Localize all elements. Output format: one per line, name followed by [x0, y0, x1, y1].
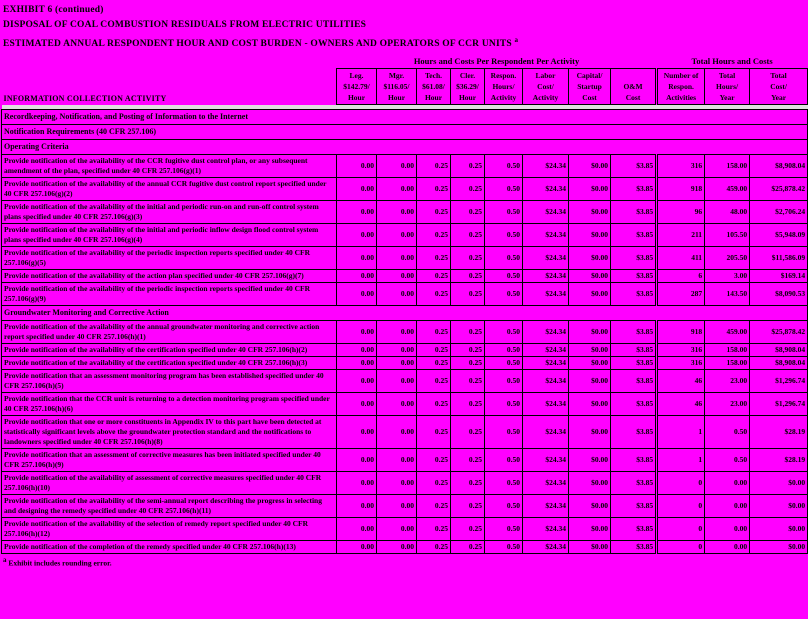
value-cell: $24.34	[523, 224, 569, 247]
value-cell: $24.34	[523, 495, 569, 518]
activity-description-cell: Provide notification of the availability of the initial and periodic run-on and run-off control system plans specified under 40 CFR 257.106(g)(3)	[2, 201, 337, 224]
activity-description-cell: Provide notification of the completion of the remedy specified under 40 CFR 257.106(h)(13)	[2, 541, 337, 554]
value-cell: 105.50	[705, 224, 750, 247]
value-cell: 0.25	[451, 270, 485, 283]
value-cell: 0.00	[337, 155, 377, 178]
value-cell: 316	[657, 155, 705, 178]
value-cell: 0.50	[485, 247, 523, 270]
value-cell: $3.85	[611, 357, 657, 370]
value-cell: 0.00	[377, 518, 417, 541]
activity-description-cell: Provide notification of the availability of the certification specified under 40 CFR 257.106(h)(2)	[2, 344, 337, 357]
value-cell: 0.25	[417, 344, 451, 357]
value-cell: $3.85	[611, 393, 657, 416]
value-cell: $0.00	[569, 449, 611, 472]
section-row-label: Notification Requirements (40 CFR 257.106)	[2, 125, 808, 140]
info-collection-activity-header	[2, 55, 337, 105]
value-cell: 0.00	[377, 270, 417, 283]
value-cell: $1,296.74	[750, 393, 808, 416]
value-cell: 0.00	[377, 495, 417, 518]
table-row	[2, 270, 808, 283]
activity-description-cell: Provide notification that the CCR unit is returning to a detection monitoring program specified under 40 CFR 257.106(h)(6)	[2, 393, 337, 416]
value-cell: 0.00	[377, 321, 417, 344]
value-cell: 0.00	[337, 449, 377, 472]
value-cell: 0.00	[705, 518, 750, 541]
activity-description-cell: Provide notification of the availability of the annual CCR fugitive dust control report specified under 40 CFR 257.106(g)(2)	[2, 178, 337, 201]
value-cell: 0.00	[377, 393, 417, 416]
value-cell: 0.00	[337, 201, 377, 224]
value-cell: $24.34	[523, 247, 569, 270]
activity-description-cell: Provide notification of the availability of the annual groundwater monitoring and corrective action report specified under 40 CFR 257.106(h)(1)	[2, 321, 337, 344]
value-cell: $24.34	[523, 416, 569, 449]
value-cell: $24.34	[523, 541, 569, 554]
value-cell: $24.34	[523, 321, 569, 344]
activity-description-cell: Provide notification of the availability of the action plan specified under 40 CFR 257.106(g)(7)	[2, 270, 337, 283]
value-cell: 0.25	[451, 321, 485, 344]
value-cell: $0.00	[569, 270, 611, 283]
activity-description-cell: Provide notification of the availability of the semi-annual report describing the progress in selecting and designing the remedy specified under 40 CFR 257.106(h)(11)	[2, 495, 337, 518]
value-cell: $24.34	[523, 178, 569, 201]
value-cell: $3.85	[611, 370, 657, 393]
value-cell: 0.00	[337, 393, 377, 416]
value-cell: 0.00	[377, 178, 417, 201]
group-header-row	[2, 55, 808, 69]
value-cell: 0.00	[377, 541, 417, 554]
value-cell: 0.00	[377, 155, 417, 178]
value-cell: 0.00	[377, 247, 417, 270]
value-cell: 0	[657, 518, 705, 541]
table-row	[2, 393, 808, 416]
value-cell: 0.00	[337, 357, 377, 370]
value-cell: 0.50	[485, 283, 523, 306]
value-cell: 0.25	[417, 495, 451, 518]
value-cell: 0.50	[485, 178, 523, 201]
col-header-respondent-hours: Respon. Hours/ Activity	[485, 69, 523, 105]
value-cell: $3.85	[611, 344, 657, 357]
value-cell: $3.85	[611, 201, 657, 224]
table-row	[2, 125, 808, 140]
table-row	[2, 110, 808, 125]
table-head	[2, 55, 808, 110]
value-cell: 0.25	[417, 416, 451, 449]
value-cell: 0.25	[417, 201, 451, 224]
activity-column-header: INFORMATION COLLECTION ACTIVITY	[3, 93, 167, 103]
value-cell: $24.34	[523, 201, 569, 224]
value-cell: $24.34	[523, 283, 569, 306]
table-row	[2, 140, 808, 155]
value-cell: 0.50	[485, 344, 523, 357]
section-row-label: Operating Criteria	[2, 140, 808, 155]
value-cell: 0.00	[377, 283, 417, 306]
footnote-marker-ref: a	[514, 36, 519, 44]
value-cell: 0.25	[451, 370, 485, 393]
value-cell: $3.85	[611, 495, 657, 518]
value-cell: 0.50	[485, 416, 523, 449]
value-cell: 0.00	[377, 224, 417, 247]
value-cell: 1	[657, 416, 705, 449]
value-cell: 918	[657, 178, 705, 201]
value-cell: $0.00	[569, 416, 611, 449]
col-header-number-of-activities: Number of Respon. Activities	[657, 69, 705, 105]
activity-description-cell: Provide notification of the availability of the initial and periodic inflow design flood control system plans specified under 40 CFR 257.106(g)(4)	[2, 224, 337, 247]
value-cell: 0.25	[451, 247, 485, 270]
value-cell: $0.00	[750, 472, 808, 495]
value-cell: 46	[657, 370, 705, 393]
table-row	[2, 370, 808, 393]
value-cell: 0.25	[451, 178, 485, 201]
value-cell: 0.00	[377, 416, 417, 449]
value-cell: $24.34	[523, 393, 569, 416]
value-cell: 0.25	[451, 416, 485, 449]
value-cell: 48.00	[705, 201, 750, 224]
table-row	[2, 541, 808, 554]
table-row	[2, 321, 808, 344]
value-cell: 0.25	[451, 495, 485, 518]
value-cell: 158.00	[705, 357, 750, 370]
value-cell: $3.85	[611, 321, 657, 344]
value-cell: 0.25	[451, 541, 485, 554]
value-cell: $0.00	[569, 495, 611, 518]
activity-description-cell: Provide notification that one or more constituents in Appendix IV to this part have been detected at statistically significant levels above the groundwater protection standard and the notifications to landowners specified under 40 CFR 257.106(h)(8)	[2, 416, 337, 449]
value-cell: $24.34	[523, 344, 569, 357]
value-cell: $24.34	[523, 155, 569, 178]
value-cell: 0.00	[337, 541, 377, 554]
activity-description-cell: Provide notification that an assessment of corrective measures has been initiated specified under 40 CFR 257.106(h)(9)	[2, 449, 337, 472]
exhibit-title: EXHIBIT 6 (continued)	[3, 5, 104, 15]
value-cell: $24.34	[523, 449, 569, 472]
table-row	[2, 247, 808, 270]
value-cell: 0.00	[337, 472, 377, 495]
value-cell: 0.00	[337, 344, 377, 357]
value-cell: 0.00	[377, 344, 417, 357]
value-cell: 459.00	[705, 178, 750, 201]
value-cell: $3.85	[611, 283, 657, 306]
value-cell: 0.25	[451, 357, 485, 370]
col-header-technical: Tech. $61.08/ Hour	[417, 69, 451, 105]
value-cell: 0.00	[377, 449, 417, 472]
col-header-om-cost: O&M Cost	[611, 69, 657, 105]
table-row	[2, 344, 808, 357]
value-cell: 0.25	[451, 201, 485, 224]
table-row	[2, 472, 808, 495]
footnote	[0, 554, 808, 568]
value-cell: $8,908.04	[750, 344, 808, 357]
table-row	[2, 518, 808, 541]
value-cell: $25,878.42	[750, 321, 808, 344]
value-cell: $8,090.53	[750, 283, 808, 306]
value-cell: 0.25	[451, 518, 485, 541]
value-cell: 0.50	[705, 416, 750, 449]
value-cell: 0.00	[337, 270, 377, 283]
col-header-capital-startup-cost: Capital/ Startup Cost	[569, 69, 611, 105]
activity-description-cell: Provide notification of the availability of the certification specified under 40 CFR 257.106(h)(3)	[2, 357, 337, 370]
table-row	[2, 495, 808, 518]
value-cell: $3.85	[611, 270, 657, 283]
value-cell: 158.00	[705, 155, 750, 178]
value-cell: $24.34	[523, 370, 569, 393]
value-cell: 0.50	[705, 449, 750, 472]
table-caption: ESTIMATED ANNUAL RESPONDENT HOUR AND COST BURDEN - OWNERS AND OPERATORS OF CCR UNITS $^a$	[3, 36, 519, 50]
value-cell: $3.85	[611, 518, 657, 541]
value-cell: 0.25	[417, 541, 451, 554]
value-cell: 0.25	[451, 393, 485, 416]
value-cell: 0.25	[451, 283, 485, 306]
table-row	[2, 224, 808, 247]
value-cell: 0.00	[337, 495, 377, 518]
value-cell: $3.85	[611, 247, 657, 270]
value-cell: 0.25	[417, 393, 451, 416]
value-cell: 0.50	[485, 393, 523, 416]
table-body	[2, 110, 808, 554]
value-cell: 0.25	[417, 283, 451, 306]
value-cell: 0.25	[417, 518, 451, 541]
value-cell: $3.85	[611, 541, 657, 554]
value-cell: 0.25	[451, 224, 485, 247]
value-cell: 0.00	[337, 370, 377, 393]
value-cell: 1	[657, 449, 705, 472]
document-subtitle: DISPOSAL OF COAL COMBUSTION RESIDUALS FROM ELECTRIC UTILITIES	[3, 20, 367, 30]
value-cell: 0.50	[485, 321, 523, 344]
value-cell: 918	[657, 321, 705, 344]
value-cell: $0.00	[569, 541, 611, 554]
value-cell: 0.25	[417, 224, 451, 247]
value-cell: $8,908.04	[750, 357, 808, 370]
value-cell: 0.00	[337, 416, 377, 449]
value-cell: 0.00	[337, 518, 377, 541]
value-cell: 0.25	[417, 449, 451, 472]
value-cell: 6	[657, 270, 705, 283]
value-cell: 0.50	[485, 495, 523, 518]
value-cell: $0.00	[569, 224, 611, 247]
value-cell: 0.25	[417, 178, 451, 201]
value-cell: $24.34	[523, 270, 569, 283]
value-cell: 0.00	[337, 321, 377, 344]
value-cell: 46	[657, 393, 705, 416]
value-cell: 0.25	[451, 155, 485, 178]
col-header-legal: Leg. $142.79/ Hour	[337, 69, 377, 105]
value-cell: $1,296.74	[750, 370, 808, 393]
value-cell: 0.00	[337, 283, 377, 306]
activity-description-cell: Provide notification of the availability of assessment of corrective measures specified under 40 CFR 257.106(h)(10)	[2, 472, 337, 495]
table-row	[2, 449, 808, 472]
value-cell: 0.25	[417, 357, 451, 370]
table-row	[2, 155, 808, 178]
value-cell: 287	[657, 283, 705, 306]
value-cell: 205.50	[705, 247, 750, 270]
value-cell: $24.34	[523, 518, 569, 541]
col-header-total-hours: Total Hours/ Year	[705, 69, 750, 105]
value-cell: $0.00	[569, 370, 611, 393]
table-row	[2, 178, 808, 201]
value-cell: $0.00	[569, 201, 611, 224]
value-cell: 0.50	[485, 357, 523, 370]
footnote-text: Exhibit includes rounding error.	[8, 558, 112, 568]
value-cell: $0.00	[569, 321, 611, 344]
value-cell: 0.00	[377, 201, 417, 224]
value-cell: 0.00	[337, 247, 377, 270]
activity-description-cell: Provide notification that an assessment monitoring program has been established specified under 40 CFR 257.106(h)(5)	[2, 370, 337, 393]
value-cell: 0.00	[377, 357, 417, 370]
value-cell: 0.50	[485, 155, 523, 178]
value-cell: $0.00	[750, 541, 808, 554]
value-cell: 0.25	[451, 344, 485, 357]
value-cell: $5,948.09	[750, 224, 808, 247]
value-cell: $28.19	[750, 449, 808, 472]
value-cell: $28.19	[750, 416, 808, 449]
value-cell: $3.85	[611, 416, 657, 449]
value-cell: 0.00	[705, 541, 750, 554]
value-cell: 0.00	[705, 495, 750, 518]
table-row	[2, 357, 808, 370]
value-cell: $2,706.24	[750, 201, 808, 224]
totals-group-header: Total Hours and Costs	[691, 56, 773, 67]
value-cell: $0.00	[569, 518, 611, 541]
value-cell: $25,878.42	[750, 178, 808, 201]
value-cell: $24.34	[523, 472, 569, 495]
col-header-total-cost: Total Cost/ Year	[750, 69, 808, 105]
value-cell: $0.00	[569, 357, 611, 370]
value-cell: $0.00	[750, 518, 808, 541]
value-cell: $0.00	[569, 155, 611, 178]
value-cell: 316	[657, 357, 705, 370]
value-cell: 316	[657, 344, 705, 357]
value-cell: $0.00	[569, 283, 611, 306]
activity-description-cell: Provide notification of the availability of the selection of remedy report specified under 40 CFR 257.106(h)(12)	[2, 518, 337, 541]
value-cell: 459.00	[705, 321, 750, 344]
value-cell: 0.25	[417, 321, 451, 344]
value-cell: 0.50	[485, 518, 523, 541]
document-title-block	[0, 0, 808, 52]
value-cell: 0.25	[451, 472, 485, 495]
value-cell: $0.00	[569, 344, 611, 357]
activity-description-cell: Provide notification of the availability of the CCR fugitive dust control plan, or any subsequent amendment of the plan, specified under 40 CFR 257.106(g)(1)	[2, 155, 337, 178]
value-cell: $169.14	[750, 270, 808, 283]
value-cell: $3.85	[611, 472, 657, 495]
value-cell: 0.25	[451, 449, 485, 472]
value-cell: 0	[657, 541, 705, 554]
value-cell: $8,908.04	[750, 155, 808, 178]
value-cell: 3.00	[705, 270, 750, 283]
value-cell: $3.85	[611, 449, 657, 472]
per-activity-group-header: Hours and Costs Per Respondent Per Activity	[413, 56, 580, 67]
value-cell: 0.25	[417, 155, 451, 178]
col-header-labor-cost: Labor Cost/ Activity	[523, 69, 569, 105]
value-cell: 0.00	[337, 178, 377, 201]
value-cell: $11,586.09	[750, 247, 808, 270]
value-cell: 158.00	[705, 344, 750, 357]
value-cell: 0.50	[485, 224, 523, 247]
value-cell: $0.00	[750, 495, 808, 518]
value-cell: $3.85	[611, 178, 657, 201]
value-cell: 143.50	[705, 283, 750, 306]
value-cell: 23.00	[705, 393, 750, 416]
footnote-marker: a	[3, 556, 7, 565]
value-cell: 0	[657, 472, 705, 495]
value-cell: $3.85	[611, 155, 657, 178]
value-cell: 0.50	[485, 370, 523, 393]
value-cell: $24.34	[523, 357, 569, 370]
value-cell: $0.00	[569, 472, 611, 495]
value-cell: 0.00	[337, 224, 377, 247]
value-cell: $0.00	[569, 247, 611, 270]
value-cell: 0.25	[417, 270, 451, 283]
table-row	[2, 283, 808, 306]
value-cell: $0.00	[569, 393, 611, 416]
activity-description-cell: Provide notification of the availability of the periodic inspection reports specified under 40 CFR 257.106(g)(5)	[2, 247, 337, 270]
value-cell: 211	[657, 224, 705, 247]
value-cell: 411	[657, 247, 705, 270]
value-cell: 0.50	[485, 270, 523, 283]
value-cell: 0.25	[417, 247, 451, 270]
value-cell: 0.00	[377, 370, 417, 393]
table-row	[2, 306, 808, 321]
value-cell: 0.50	[485, 449, 523, 472]
value-cell: 0	[657, 495, 705, 518]
value-cell: $3.85	[611, 224, 657, 247]
value-cell: 0.00	[705, 472, 750, 495]
value-cell: 96	[657, 201, 705, 224]
value-cell: 0.50	[485, 472, 523, 495]
activity-description-cell: Provide notification of the availability of the periodic inspection reports specified under 40 CFR 257.106(g)(9)	[2, 283, 337, 306]
value-cell: 23.00	[705, 370, 750, 393]
table-row	[2, 416, 808, 449]
value-cell: 0.25	[417, 370, 451, 393]
col-header-clerical: Cler. $36.29/ Hour	[451, 69, 485, 105]
section-row-label: Recordkeeping, Notification, and Posting of Information to the Internet	[2, 110, 808, 125]
value-cell: 0.00	[377, 472, 417, 495]
table-row	[2, 201, 808, 224]
value-cell: 0.50	[485, 541, 523, 554]
burden-table	[1, 55, 808, 554]
value-cell: $0.00	[569, 178, 611, 201]
value-cell: 0.25	[417, 472, 451, 495]
col-header-managerial: Mgr. $116.05/ Hour	[377, 69, 417, 105]
value-cell: 0.50	[485, 201, 523, 224]
section-row-label: Groundwater Monitoring and Corrective Action	[2, 306, 808, 321]
